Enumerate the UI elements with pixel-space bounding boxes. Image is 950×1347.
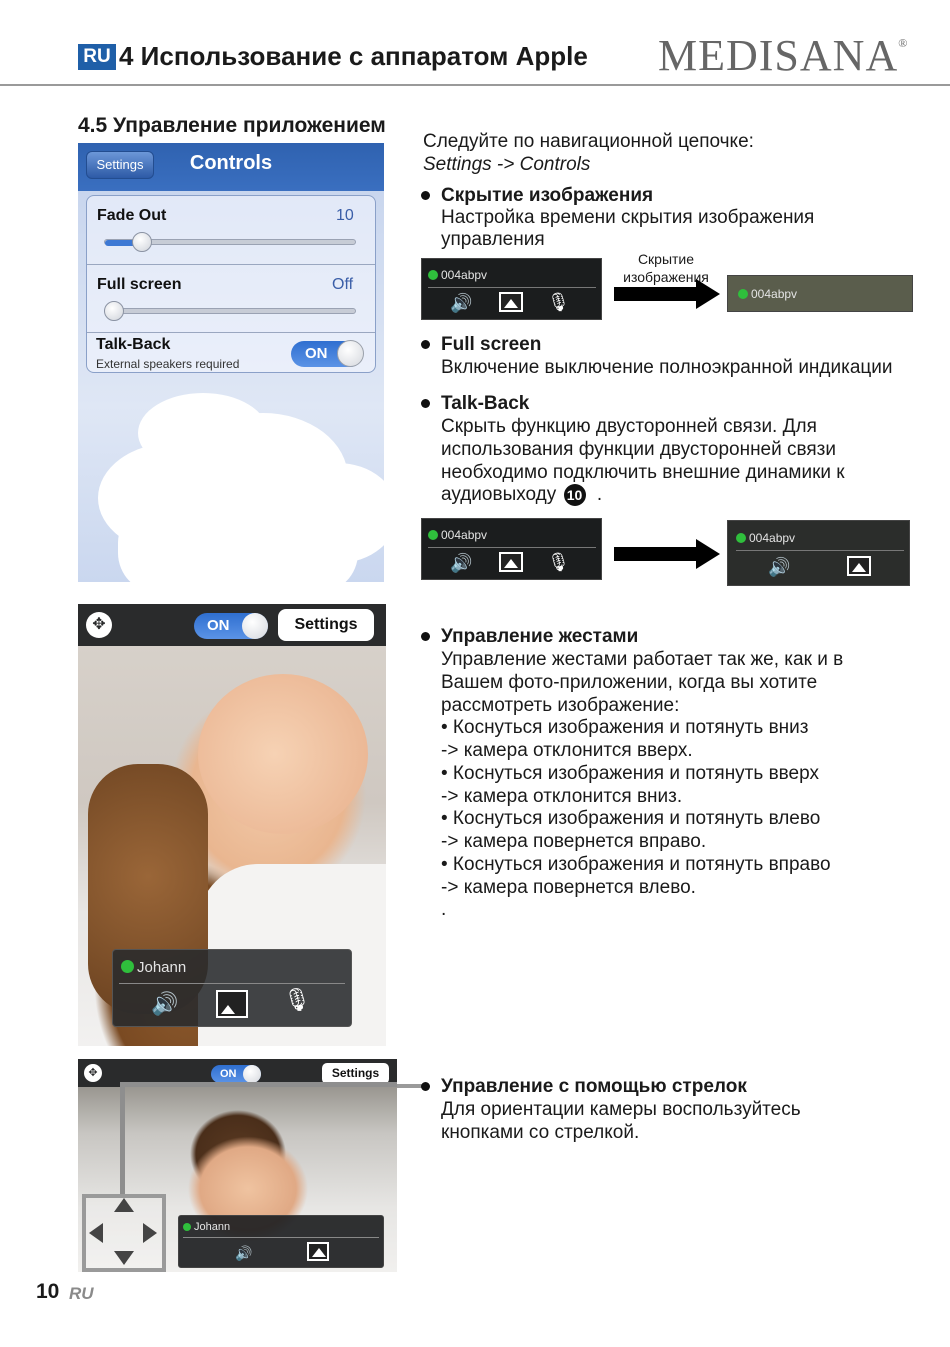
- arrow-right-icon[interactable]: [143, 1223, 157, 1243]
- talk-back-end: .: [596, 484, 603, 505]
- arrow-control-desc-1: Для ориентации камеры воспользуйтесь: [441, 1099, 801, 1120]
- full-screen-label: Full screen: [97, 276, 182, 293]
- live-toggle[interactable]: [211, 1065, 261, 1083]
- arrow-right-icon: [696, 279, 720, 309]
- camera-bar-no-mic: [727, 520, 910, 586]
- sleeping-baby-face: [198, 674, 368, 834]
- full-screen-desc: Включение выключение полноэкранной индикации: [441, 357, 893, 378]
- toggle-knob: [337, 340, 364, 367]
- camera-status-icon: [428, 270, 438, 280]
- gray-frame: [120, 1082, 397, 1087]
- live-toggle-text: ON: [207, 617, 230, 634]
- microphone-icon: 🎙: [547, 552, 570, 572]
- arrow-control-title: Управление с помощью стрелок: [441, 1076, 747, 1097]
- picture-icon: [499, 552, 523, 572]
- gesture-line: -> камера отклонится вверх.: [441, 740, 693, 761]
- arrow-shaft: [614, 547, 698, 561]
- full-screen-slider-knob[interactable]: [104, 301, 124, 321]
- toggle-knob: [243, 1065, 261, 1083]
- caption-line2: изображения: [623, 269, 709, 285]
- arrow-right-icon: [696, 539, 720, 569]
- bullet-icon: [421, 632, 430, 641]
- bullet-icon: [421, 399, 430, 408]
- brand-name: MEDISANA: [658, 31, 899, 80]
- row-divider: [87, 332, 375, 333]
- move-icon[interactable]: ✥: [84, 1064, 102, 1082]
- gesture-line: Вашем фото-приложении, когда вы хотите: [441, 672, 818, 693]
- camera-name: Johann: [121, 959, 186, 976]
- brand-logo: [658, 30, 908, 81]
- settings-button[interactable]: Settings: [278, 609, 374, 641]
- section-title: 4.5 Управление приложением: [78, 114, 386, 137]
- full-screen-title: Full screen: [441, 334, 542, 355]
- nav-hint-line1: Следуйте по навигационной цепочке:: [423, 131, 754, 152]
- gesture-line: -> камера повернется вправо.: [441, 831, 707, 852]
- arrow-control-screenshot: [78, 1059, 397, 1272]
- camera-name: Johann: [183, 1221, 230, 1233]
- bar-divider: [736, 550, 904, 551]
- speaker-icon: 🔊: [450, 553, 473, 573]
- nav-hint-path: Settings -> Controls: [423, 154, 591, 175]
- gesture-title: Управление жестами: [441, 626, 639, 647]
- gesture-line: рассмотреть изображение:: [441, 695, 680, 716]
- talk-back-toggle-text: ON: [305, 345, 328, 362]
- arrow-left-icon[interactable]: [89, 1223, 103, 1243]
- arrow-control-desc-2: кнопками со стрелкой.: [441, 1122, 640, 1143]
- full-screen-value: Off: [332, 276, 354, 293]
- camera-status-icon: [121, 960, 134, 973]
- bullet-icon: [421, 340, 430, 349]
- controls-title: Controls: [189, 152, 273, 174]
- talk-back-desc-text: аудиовыходу: [441, 484, 557, 505]
- talk-back-label: Talk-Back: [96, 336, 171, 353]
- gesture-line: • Коснуться изображения и потянуть вправо: [441, 854, 831, 875]
- camera-name: 004abpv: [736, 531, 795, 545]
- settings-button[interactable]: Settings: [322, 1063, 389, 1084]
- camera-status-icon: [738, 289, 748, 299]
- registered-mark: ®: [898, 36, 909, 50]
- hide-image-desc-2: управления: [441, 229, 545, 250]
- settings-back-button[interactable]: Settings: [86, 151, 154, 179]
- gesture-line: Управление жестами работает так же, как и в: [441, 649, 844, 670]
- talk-back-desc-1: Скрыть функцию двусторонней связи. Для: [441, 416, 817, 437]
- picture-icon: [499, 292, 523, 312]
- cloud-shape: [118, 503, 358, 582]
- gesture-line: • Коснуться изображения и потянуть влево: [441, 808, 821, 829]
- gray-frame: [120, 1082, 125, 1197]
- fade-out-slider-knob[interactable]: [132, 232, 152, 252]
- bullet-icon: [421, 1082, 430, 1091]
- speaker-icon: 🔊: [450, 293, 473, 313]
- bar-divider: [428, 287, 596, 288]
- live-toggle[interactable]: [194, 613, 268, 639]
- gesture-line: • Коснуться изображения и потянуть вверх: [441, 763, 819, 784]
- camera-status-icon: [736, 533, 746, 543]
- camera-bar-full: [421, 258, 602, 320]
- camera-status-icon: [183, 1223, 191, 1231]
- fade-out-value: 10: [336, 207, 354, 224]
- arrow-down-icon[interactable]: [114, 1251, 134, 1265]
- hide-image-desc-1: Настройка времени скрытия изображения: [441, 207, 815, 228]
- gesture-screenshot: [78, 604, 386, 1046]
- camera-overlay-bar: [178, 1215, 384, 1268]
- camera-bar-with-mic: [421, 518, 602, 580]
- page-number: 10: [36, 1280, 60, 1303]
- talk-back-desc-4: [441, 484, 602, 507]
- move-icon[interactable]: ✥: [86, 612, 112, 638]
- fade-out-label: Fade Out: [97, 207, 167, 224]
- full-screen-slider[interactable]: [104, 308, 356, 314]
- arrow-up-icon[interactable]: [114, 1198, 134, 1212]
- microphone-icon[interactable]: 🎙: [283, 987, 311, 1012]
- talk-back-title: Talk-Back: [441, 393, 530, 414]
- controls-screenshot: [78, 143, 384, 582]
- reference-number-icon: 10: [564, 484, 586, 506]
- language-badge: RU: [78, 44, 116, 70]
- gesture-line: .: [441, 899, 447, 920]
- picture-icon: [847, 556, 871, 576]
- gesture-line: • Коснуться изображения и потянуть вниз: [441, 717, 809, 738]
- live-toggle-text: ON: [220, 1068, 237, 1080]
- microphone-icon: 🎙: [547, 292, 570, 312]
- camera-name: 004abpv: [738, 287, 797, 301]
- toggle-knob: [242, 613, 268, 639]
- callout-line: [397, 1084, 423, 1088]
- camera-name: 004abpv: [428, 268, 487, 282]
- header-divider: [0, 84, 950, 86]
- cloud-shape: [138, 393, 268, 473]
- snapshot-icon[interactable]: [216, 990, 248, 1018]
- arrow-shaft: [614, 287, 698, 301]
- bar-divider: [119, 983, 345, 984]
- bar-divider: [183, 1237, 379, 1238]
- speaker-icon: 🔊: [768, 557, 791, 577]
- talk-back-desc-3: необходимо подключить внешние динамики к: [441, 462, 845, 483]
- bullet-icon: [421, 191, 430, 200]
- camera-bar-hidden: [727, 275, 913, 312]
- speaker-icon[interactable]: 🔊: [235, 1245, 253, 1261]
- camera-name: 004abpv: [428, 528, 487, 542]
- talk-back-desc-2: использования функции двусторонней связи: [441, 439, 837, 460]
- row-divider: [87, 264, 375, 265]
- gesture-line: -> камера повернется влево.: [441, 877, 696, 898]
- talk-back-sublabel: External speakers required: [96, 357, 240, 371]
- gesture-line: -> камера отклонится вниз.: [441, 786, 683, 807]
- bar-divider: [428, 547, 596, 548]
- camera-overlay-bar: [112, 949, 352, 1027]
- camera-status-icon: [428, 530, 438, 540]
- snapshot-icon[interactable]: [307, 1242, 329, 1261]
- talk-back-toggle[interactable]: [291, 341, 363, 367]
- footer-language: RU: [69, 1284, 94, 1303]
- speaker-icon[interactable]: 🔊: [151, 991, 179, 1016]
- chapter-title: 4 Использование с аппаратом Apple: [119, 41, 588, 71]
- hide-image-title: Скрытие изображения: [441, 185, 654, 206]
- caption-line1: Скрытие: [637, 251, 695, 267]
